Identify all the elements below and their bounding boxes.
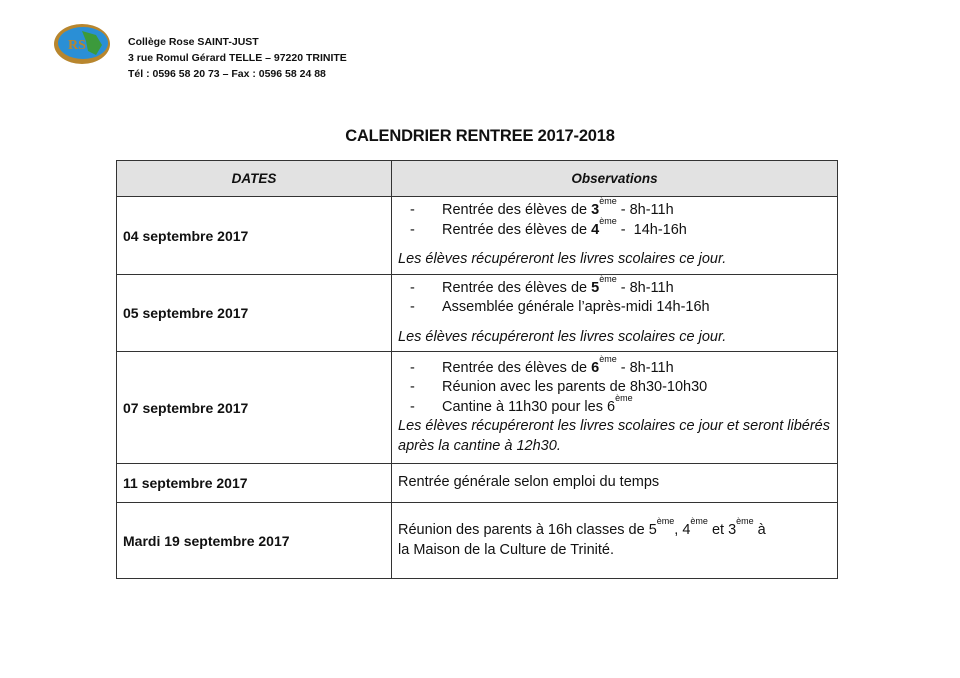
org-address: 3 rue Romul Gérard TELLE – 97220 TRINITE: [128, 52, 347, 64]
table-row: [117, 352, 838, 464]
date-cell: 04 septembre 2017: [117, 197, 392, 275]
page-title: CALENDRIER RENTREE 2017-2018: [345, 127, 615, 145]
observation-text: Réunion des parents à 16h classes de 5ème, 4ème et 3ème à: [398, 516, 766, 538]
grade-number: 4: [591, 221, 600, 238]
column-header-dates: DATES: [117, 161, 392, 197]
grade-suffix: ème: [599, 196, 617, 207]
table-header-row: [117, 161, 838, 197]
list-item: [398, 273, 833, 299]
item-text: Rentrée des élèves de: [442, 221, 592, 238]
bullet-dash: -: [410, 359, 415, 376]
item-time: - 8h-11h: [616, 279, 674, 296]
column-header-observations: Observations: [392, 161, 838, 197]
list-item: [398, 298, 833, 318]
observations-cell: [392, 197, 838, 275]
bullet-dash: -: [410, 279, 415, 296]
bullet-dash: -: [410, 379, 415, 396]
note-text: Les élèves récupéreront les livres scolaires ce jour et seront libérés après la cantine à 12h30.: [398, 418, 830, 454]
item-text: Cantine à 11h30 pour les 6: [442, 398, 616, 415]
grade-number: 6: [591, 359, 600, 376]
date-cell: Mardi 19 septembre 2017: [117, 503, 392, 579]
item-text: Assemblée générale l’après-midi 14h-16h: [442, 299, 710, 316]
list-item: [398, 353, 833, 379]
college-logo: [52, 21, 112, 67]
svg-text:RS: RS: [68, 38, 86, 53]
org-info: [128, 34, 347, 82]
grade-suffix: ème: [599, 273, 617, 284]
list-item: [398, 392, 833, 418]
org-phone: Tél : 0596 58 20 73 – Fax : 0596 58 24 88: [128, 68, 326, 80]
observations-cell: Rentrée générale selon emploi du temps: [392, 464, 838, 503]
grade-number: 3: [591, 202, 600, 219]
item-time: - 8h-11h: [616, 359, 674, 376]
date-cell: 11 septembre 2017: [117, 464, 392, 503]
table-row: [117, 503, 838, 579]
item-time: - 8h-11h: [616, 202, 674, 219]
bullet-dash: -: [410, 202, 415, 219]
item-time: - 14h-16h: [616, 221, 687, 238]
date-cell: 07 septembre 2017: [117, 352, 392, 464]
list-item: [398, 215, 833, 241]
org-name: Collège Rose SAINT-JUST: [128, 36, 259, 48]
observations-cell: [392, 275, 838, 352]
table-row: [117, 275, 838, 352]
observations-cell: [392, 503, 838, 579]
bullet-dash: -: [410, 221, 415, 238]
grade-suffix: ème: [599, 353, 617, 364]
grade-suffix: ème: [615, 392, 633, 403]
item-text: Rentrée des élèves de: [442, 279, 592, 296]
date-cell: 05 septembre 2017: [117, 275, 392, 352]
observations-cell: [392, 352, 838, 464]
observation-text-line2: la Maison de la Culture de Trinité.: [398, 541, 614, 558]
note-text: Les élèves récupéreront les livres scolaires ce jour.: [398, 328, 727, 345]
grade-suffix: ème: [599, 215, 617, 226]
bullet-dash: -: [410, 398, 415, 415]
bullet-dash: -: [410, 299, 415, 316]
table-row: [117, 197, 838, 275]
item-text: Rentrée des élèves de: [442, 202, 592, 219]
item-text: Réunion avec les parents de 8h30-10h30: [442, 379, 708, 396]
calendar-table: [116, 160, 838, 579]
note-text: Les élèves récupéreront les livres scolaires ce jour.: [398, 251, 727, 268]
table-row: [117, 464, 838, 503]
grade-number: 5: [591, 279, 600, 296]
item-text: Rentrée des élèves de: [442, 359, 592, 376]
